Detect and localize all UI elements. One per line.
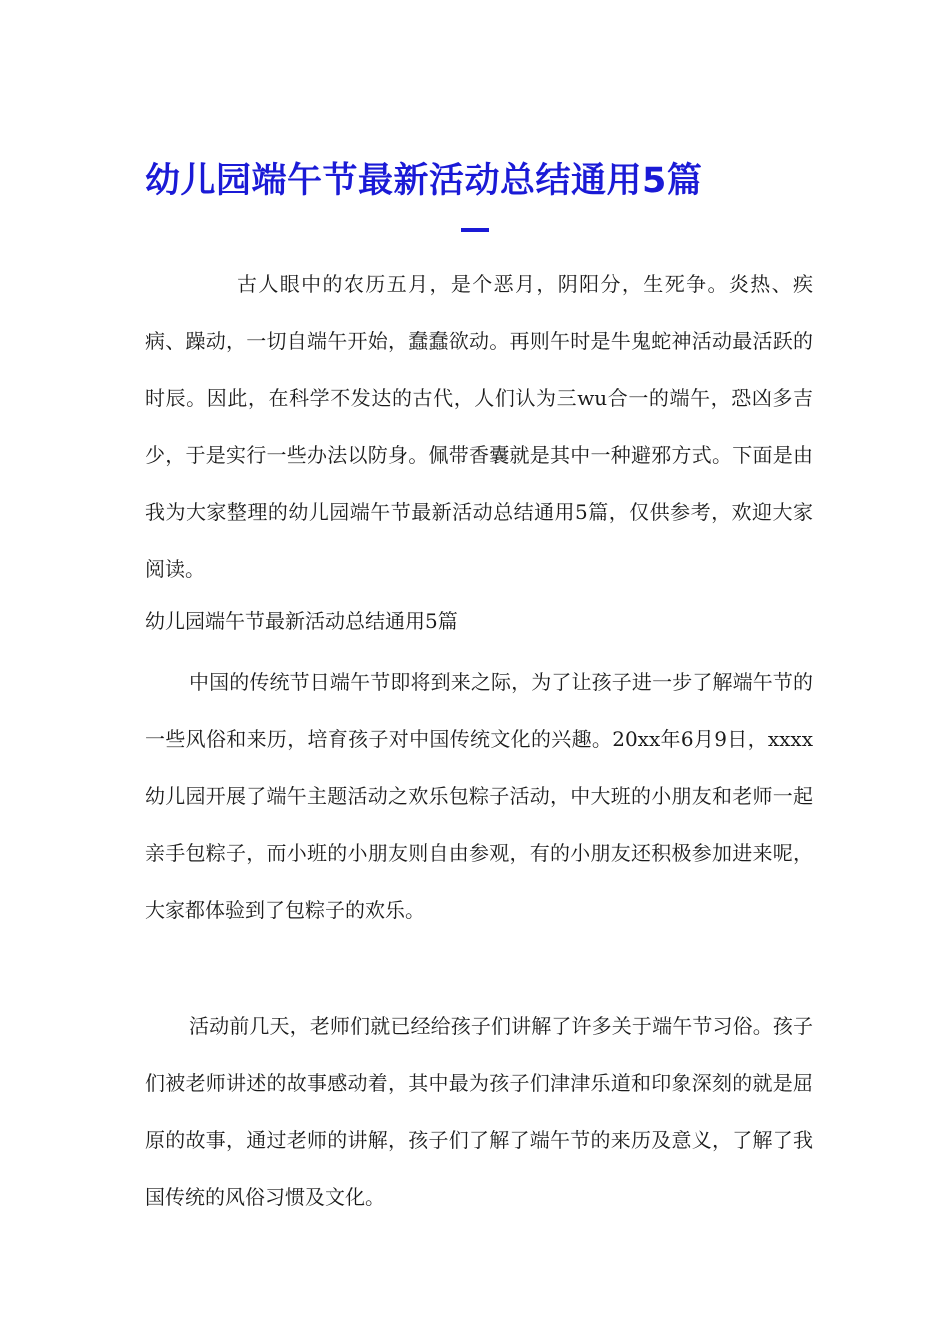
- body-paragraph-1: 中国的传统节日端午节即将到来之际，为了让孩子进一步了解端午节的一些风俗和来历，培育孩子对中国传统文化的兴趣。20xx年6月9日，xxxx幼儿园开展了端午主题活动之欢乐包粽子活动，中大班的小朋友和老师一起亲手包粽子，而小班的小朋友则自由参观，有的小朋友还积极参加进来呢，大家都体验到了包粽子的欢乐。: [145, 670, 813, 922]
- section-heading: 幼儿园端午节最新活动总结通用5篇: [145, 609, 458, 633]
- intro-paragraph: 古人眼中的农历五月，是个恶月，阴阳分，生死争。炎热、疾病、躁动，一切自端午开始，蠢蠢欲动。再则午时是牛鬼蛇神活动最活跃的时辰。因此，在科学不发达的古代，人们认为三wu合一的端午，恐凶多吉少，于是实行一些办法以防身。佩带香囊就是其中一种避邪方式。下面是由我为大家整理的幼儿园端午节最新活动总结通用5篇，仅供参考，欢迎大家阅读。: [145, 272, 813, 581]
- document-title: 幼儿园端午节最新活动总结通用5篇: [145, 161, 703, 202]
- body-paragraph-2: 活动前几天，老师们就已经给孩子们讲解了许多关于端午节习俗。孩子们被老师讲述的故事感动着，其中最为孩子们津津乐道和印象深刻的就是屈原的故事，通过老师的讲解，孩子们了解了端午节的来历及意义，了解了我国传统的风俗习惯及文化。: [145, 1014, 813, 1209]
- title-underline-dash: [461, 228, 489, 232]
